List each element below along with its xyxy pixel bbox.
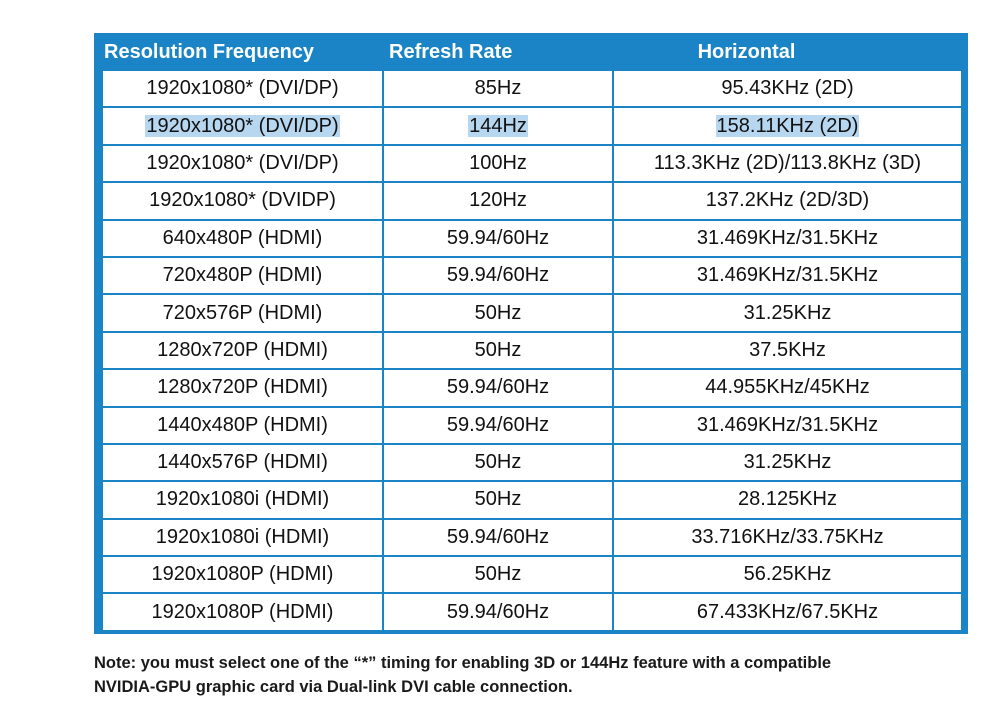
table-row[interactable] [102,369,962,406]
table-row[interactable] [102,220,962,257]
cell-text[interactable]: 1920x1080* (DVI/DP) [146,151,339,174]
cell-horizontal[interactable] [613,182,962,219]
cell-refresh-rate[interactable] [383,593,613,630]
cell-horizontal[interactable] [613,145,962,182]
table-row[interactable] [102,444,962,481]
table-row[interactable] [102,145,962,182]
cell-refresh-rate[interactable] [383,407,613,444]
table-row[interactable] [102,71,962,107]
cell-refresh-rate[interactable] [383,107,613,144]
cell-horizontal[interactable] [613,444,962,481]
cell-refresh-rate[interactable] [383,145,613,182]
note-line-2[interactable]: NVIDIA-GPU graphic card via Dual-link DVI cable connection. [94,678,573,696]
cell-horizontal[interactable] [613,71,962,107]
cell-horizontal[interactable] [613,556,962,593]
cell-refresh-rate[interactable] [383,519,613,556]
cell-text[interactable]: 1920x1080* (DVIDP) [149,189,336,212]
cell-text[interactable]: 59.94/60Hz [446,264,550,287]
table-row[interactable] [102,407,962,444]
cell-text[interactable]: 59.94/60Hz [446,413,550,436]
cell-text[interactable]: 31.25KHz [743,451,832,474]
cell-refresh-rate[interactable] [383,257,613,294]
cell-text[interactable]: 1920x1080* (DVI/DP) [146,77,339,100]
cell-resolution[interactable] [102,593,383,630]
cell-text[interactable]: 59.94/60Hz [446,226,550,249]
cell-text[interactable]: 137.2KHz (2D/3D) [705,189,870,212]
cell-text[interactable]: 50Hz [474,451,522,474]
cell-text[interactable]: 31.469KHz/31.5KHz [696,226,879,249]
cell-text[interactable]: 31.25KHz [743,301,832,324]
cell-text[interactable]: 1440x480P (HDMI) [157,413,328,436]
cell-text[interactable]: 33.716KHz/33.75KHz [691,525,884,548]
cell-refresh-rate[interactable] [383,182,613,219]
timing-table [101,33,963,632]
header-refresh-rate: Refresh Rate [383,33,613,71]
cell-refresh-rate[interactable] [383,71,613,107]
cell-text[interactable]: 59.94/60Hz [446,376,550,399]
cell-text[interactable]: 95.43KHz (2D) [721,77,854,100]
cell-text[interactable]: 640x480P (HDMI) [162,226,323,249]
cell-resolution[interactable] [102,481,383,518]
selected-text[interactable]: 1920x1080* (DVI/DP) [146,114,339,137]
cell-horizontal[interactable] [613,519,962,556]
table-row[interactable] [102,593,962,630]
cell-horizontal[interactable] [613,332,962,369]
selected-text[interactable]: 144Hz [469,114,527,137]
cell-text[interactable]: 37.5KHz [749,338,826,361]
cell-refresh-rate[interactable] [383,481,613,518]
cell-text[interactable]: 120Hz [469,189,527,212]
cell-horizontal[interactable] [613,481,962,518]
cell-text[interactable]: 31.469KHz/31.5KHz [696,413,879,436]
cell-resolution[interactable] [102,407,383,444]
cell-text[interactable]: 67.433KHz/67.5KHz [696,600,879,623]
cell-text[interactable]: 85Hz [474,77,522,100]
cell-resolution[interactable] [102,556,383,593]
table-row[interactable] [102,519,962,556]
timing-note[interactable] [94,651,974,699]
cell-horizontal[interactable] [613,593,962,630]
cell-text[interactable]: 100Hz [469,151,527,174]
table-row[interactable] [102,182,962,219]
cell-resolution[interactable] [102,332,383,369]
timing-table-frame [94,33,968,634]
cell-text[interactable]: 720x480P (HDMI) [162,264,323,287]
cell-horizontal[interactable] [613,294,962,331]
selected-text[interactable]: 158.11KHz (2D) [716,114,859,137]
cell-refresh-rate[interactable] [383,369,613,406]
cell-resolution[interactable] [102,145,383,182]
cell-refresh-rate[interactable] [383,556,613,593]
cell-text[interactable]: 59.94/60Hz [446,600,550,623]
cell-horizontal[interactable] [613,407,962,444]
table-row[interactable] [102,294,962,331]
cell-text[interactable]: 50Hz [474,338,522,361]
cell-text[interactable]: 1920x1080i (HDMI) [155,488,330,511]
cell-horizontal[interactable] [613,257,962,294]
cell-horizontal[interactable] [613,220,962,257]
cell-resolution[interactable] [102,107,383,144]
cell-resolution[interactable] [102,71,383,107]
cell-text[interactable]: 50Hz [474,488,522,511]
cell-text[interactable]: 113.3KHz (2D)/113.8KHz (3D) [653,151,922,174]
header-horizontal: Horizontal [613,33,962,71]
note-line-1[interactable]: Note: you must select one of the “*” timing for enabling 3D or 144Hz feature with a compatible [94,654,832,672]
table-header-row [102,33,962,71]
cell-text[interactable]: 720x576P (HDMI) [162,301,323,324]
cell-resolution[interactable] [102,182,383,219]
cell-resolution[interactable] [102,519,383,556]
cell-resolution[interactable] [102,294,383,331]
table-row[interactable] [102,257,962,294]
cell-text[interactable]: 50Hz [474,563,522,586]
cell-refresh-rate[interactable] [383,220,613,257]
cell-text[interactable]: 59.94/60Hz [446,525,550,548]
cell-text[interactable]: 28.125KHz [738,488,837,511]
table-row-selected[interactable] [102,107,962,144]
cell-horizontal[interactable] [613,369,962,406]
cell-resolution[interactable] [102,444,383,481]
cell-resolution[interactable] [102,257,383,294]
cell-text[interactable]: 1440x576P (HDMI) [157,451,328,474]
cell-text[interactable]: 31.469KHz/31.5KHz [696,264,879,287]
cell-refresh-rate[interactable] [383,332,613,369]
table-row[interactable] [102,481,962,518]
cell-resolution[interactable] [102,369,383,406]
cell-horizontal[interactable] [613,107,962,144]
cell-refresh-rate[interactable] [383,444,613,481]
cell-text[interactable]: 50Hz [474,301,522,324]
cell-text[interactable]: 56.25KHz [743,563,832,586]
table-row[interactable] [102,332,962,369]
cell-resolution[interactable] [102,220,383,257]
cell-text[interactable]: 1280x720P (HDMI) [157,376,328,399]
cell-text[interactable]: 1920x1080P (HDMI) [151,563,334,586]
cell-text[interactable]: 1920x1080P (HDMI) [151,600,334,623]
cell-text[interactable]: 1280x720P (HDMI) [157,338,328,361]
cell-text[interactable]: 1920x1080i (HDMI) [155,525,330,548]
table-row[interactable] [102,556,962,593]
cell-text[interactable]: 44.955KHz/45KHz [705,376,870,399]
header-resolution-frequency: Resolution Frequency [102,33,383,71]
cell-refresh-rate[interactable] [383,294,613,331]
